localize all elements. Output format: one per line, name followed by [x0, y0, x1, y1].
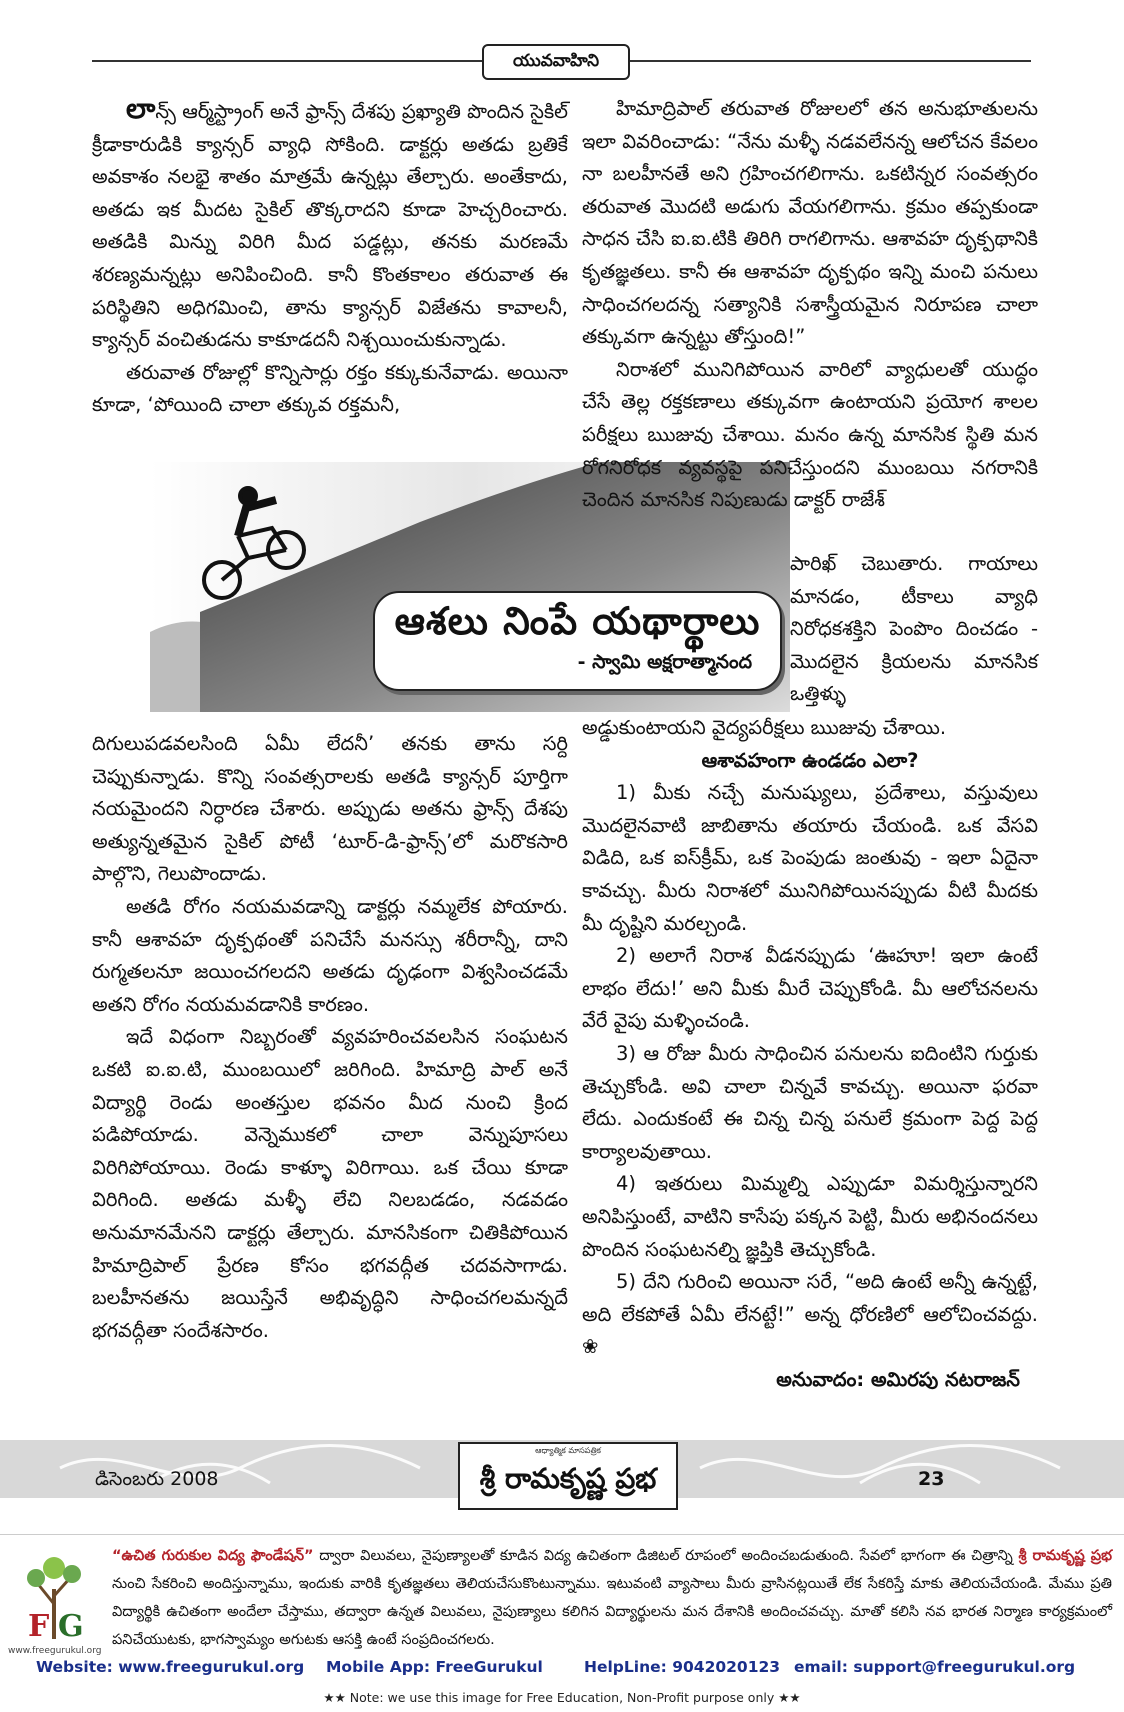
paragraph-text: న్స్ ఆర్మ్‌స్ట్రాంగ్ అనే ఫ్రాన్స్ దేశపు ప్రఖ్యాతి పొందిన సైకిల్ క్రీడాకారుడికి క్యాన్సర్ వ్యాధి సోకింది. డాక్టర్లు అతడు బ్రతికే అవకాశం నలభై శాతం మాత్రమే ఉన్నట్లు తేల్చారు. అంతేకాదు, అతడు ఇక మీదట సైకిల్ తొక్కరాదని కూడా హెచ్చరించారు. అతడికి మిన్ను విరిగి మీద పడ్డట్లు, తనకు మరణమే శరణ్యమన్నట్లు అనిపించింది. కానీ కొంతకాలం తరువాత ఈ పరిస్థితిని అధిగమించి, తాను క్యాన్సర్ విజేతను కావాలనీ, క్యాన్సర్ వంచితుడను కాకూడదనీ నిశ్చయించుకున్నాడు.: [92, 100, 568, 352]
right-column-wrap: [790, 548, 1038, 711]
freegurukul-logo-icon: [18, 1544, 90, 1644]
drop-cap: లా: [126, 92, 156, 125]
article-title: ఆశలు నింపే యథార్థాలు: [394, 599, 761, 643]
usage-note: ★★ Note: we use this image for Free Education, Non-Profit purpose only ★★: [323, 1690, 801, 1705]
paragraph: నిరాశలో మునిగిపోయిన వారిలో వ్యాధులతో యుద్ధం చేసే తెల్ల రక్తకణాలు తక్కువగా ఉంటాయని ప్రయోగ శాలల పరీక్షలు ఋజువు చేశాయి. మనం ఉన్న మానసిక స్థితి మన రోగనిరోధక వ్యవస్థపై పనిచేస్తుందని ముంబయి నగరానికి చెందిన మానసిక నిపుణుడు డాక్టర్ రాజేశ్: [582, 357, 1038, 512]
magazine-masthead: [458, 1442, 678, 1510]
tip-item: 2) అలాగే నిరాశ వీడనప్పుడు ‘ఊహూ! ఇలా ఉంటే లాభం లేదు!’ అని మీకు మీరే చెప్పుకోండి. మీ ఆలోచనలను వేరే వైపు మళ్ళించండి.: [582, 944, 1038, 1033]
paragraph: హిమాద్రిపాల్ తరువాత రోజులలో తన అనుభూతులను ఇలా వివరించాడు: “నేను మళ్ళీ నడవలేనన్న ఆలోచన కేవలం నా బలహీనతే అని గ్రహించగలిగాను. ఒకటిన్నర సంవత్సరం తరువాత మొదటి అడుగు వేయగలిగాను. క్రమం తప్పకుండా సాధన చేసి ఐ.ఐ.టికి తిరిగి రాగలిగాను. ఆశావహ దృక్పథానికి కృతజ్ఞతలు. కానీ ఈ ఆశావహ దృక్పథం ఇన్ని మంచి పనులు సాధించగలదన్న సత్యానికి సశాస్త్రీయమైన నిరూపణ చాలా తక్కువగా ఉన్నట్టు తోస్తుంది!”: [582, 97, 1038, 349]
notice-text: ద్వారా విలువలు, నైపుణ్యాలతో కూడిన విద్య ఉచితంగా డిజిటల్ రూపంలో అందించబడుతుంది. సేవలో భాగంగా ఈ చిత్రాన్ని: [313, 1548, 1019, 1564]
paragraph: అతడి రోగం నయమవడాన్ని డాక్టర్లు నమ్మలేక పోయారు. కానీ ఆశావహ దృక్పథంతో పనిచేసే మనస్సు శరీరాన్నీ, దాని రుగ్మతలనూ జయించగలదని అతడు దృఢంగా విశ్వసించడమే అతని రోగం నయమవడానికి కారణం.: [92, 894, 568, 1016]
paragraph: అడ్డుకుంటాయని వైద్యపరీక్షలు ఋజువు చేశాయి.: [582, 716, 947, 739]
tip-item: 3) ఆ రోజు మీరు సాధించిన పనులను ఐదింటిని గుర్తుకు తెచ్చుకోండి. అవి చాలా చిన్నవే కావచ్చు. అయినా ఫరవా లేదు. ఎందుకంటే ఈ చిన్న చిన్న పనులే క్రమంగా పెద్ద పెద్ద కార్యాలవుతాయి.: [582, 1041, 1038, 1163]
subheading: ఆశావహంగా ఉండడం ఎలా?: [701, 748, 919, 772]
article-author: - స్వామి అక్షరాత్మానంద: [577, 651, 752, 673]
website-link[interactable]: Website: www.freegurukul.org: [36, 1658, 305, 1676]
paragraph: పారిఖ్ చెబుతారు. గాయాలు మానడం, టీకాలు వ్యాధి నిరోధకశక్తిని పెంపొం దించడం - మొదలైన క్రియలను మానసిక ఒత్తిళ్ళు: [790, 552, 1038, 706]
logo-website: www.freegurukul.org: [8, 1646, 102, 1656]
tip-item: 5) దేని గురించి అయినా సరే, “అది ఉంటే అన్నీ ఉన్నట్టే, అది లేకపోతే ఏమీ లేనట్టే!” అన్న ధోరణిలో ఆలోచించవద్దు. ❀: [582, 1270, 1038, 1359]
paragraph: దిగులుపడవలసింది ఏమీ లేదనీ’ తనకు తాను సర్ది చెప్పుకున్నాడు. కొన్ని సంవత్సరాలకు అతడి క్యాన్సర్ పూర్తిగా నయమైందని నిర్ధారణ చేశారు. అప్పుడు అతను ఫ్రాన్స్ దేశపు అత్యున్నతమైన సైకిల్ పోటీ ‘టూర్-డి-ఫ్రాన్స్’లో మరొకసారి పాల్గొని, గెలుపొందాడు.: [92, 732, 568, 886]
tip-item: 4) ఇతరులు మిమ్మల్ని ఎప్పుడూ విమర్శిస్తున్నారని అనిపిస్తుంటే, వాటిని కాసేపు పక్కన పెట్టి, మీరు అభినందనలు పొందిన సంఘటనల్ని జ్ఞప్తికి తెచ్చుకోండి.: [582, 1172, 1038, 1261]
notice-text: నుంచి సేకరించి అందిస్తున్నాము, ఇందుకు వారికి కృతజ్ఞతలు తెలియచేసుకొంటున్నాము. ఇటువంటి వ్యాసాలు మీరు వ్రాసినట్లయితే లేక సేకరిస్తే మాకు తెలియచేయండి. మేము ప్రతి విద్యార్థికి ఉచితంగా అందేలా చేస్తాము, తద్వారా ఉన్నత విలువలు, నైపుణ్యాలు కలిగిన విద్యార్థులను మన దేశానికి అందించవచ్చు. మాతో కలిసి నవ భారత నిర్మాణ కార్యక్రమంలో పనిచేయుటకు, భాగస్వామ్యం అగుటకు ఆసక్తి ఉంటే సంప్రదించగలరు.: [112, 1576, 1112, 1648]
source-name: శ్రీ రామకృష్ణ ప్రభ: [1018, 1548, 1112, 1564]
right-column-top: [582, 93, 1038, 517]
left-column-bottom: [92, 728, 568, 1347]
magazine-name: శ్రీ రామకృష్ణ ప్రభ: [479, 1462, 657, 1495]
right-column-bottom: [582, 712, 1038, 1396]
magazine-subtitle: ఆధ్యాత్మిక మాసపత్రిక: [535, 1446, 601, 1455]
article-title-box: [373, 591, 782, 691]
divider: [0, 1534, 1124, 1535]
paragraph: ఇదే విధంగా నిబ్బరంతో వ్యవహరించవలసిన సంఘటన ఒకటి ఐ.ఐ.టి, ముంబయిలో జరిగింది. హిమాద్రి పాల్ అనే విద్యార్థి రెండు అంతస్తుల భవనం మీద నుంచి క్రింద పడిపోయాడు. వెన్నెముకలో చాలా వెన్నుపూసలు విరిగిపోయాయి. రెండు కాళ్ళూ విరిగాయి. ఒక చేయి కూడా విరిగింది. అతడు మళ్ళీ లేచి నిలబడడం, నడవడం అనుమానమేనని డాక్టర్లు తేల్చారు. మానసికంగా చితికిపోయిన హిమాద్రిపాల్ ప్రేరణ కోసం భగవద్గీత చదవసాగాడు. బలహీనతను జయిస్తేనే అభివృద్ధిని సాధించగలమన్నదే భగవద్గీతా సందేశసారం.: [92, 1025, 568, 1342]
helpline-link[interactable]: HelpLine: 9042020123: [584, 1658, 781, 1676]
issue-date: డిసెంబరు 2008: [95, 1468, 219, 1490]
paragraph: తరువాత రోజుల్లో కొన్నిసార్లు రక్తం కక్కుకునేవాడు. అయినా కూడా, ‘పోయింది చాలా తక్కువ రక్తమనీ,: [92, 360, 568, 417]
foundation-notice: [112, 1542, 1112, 1654]
section-tag: యువవాహిని: [482, 44, 630, 80]
translator-credit: అనువాదం: అమిరపు నటరాజన్: [776, 1367, 1020, 1391]
svg-text:G: G: [58, 1609, 84, 1644]
left-column-top: [92, 93, 568, 422]
tip-item: 1) మీకు నచ్చే మనుష్యులు, ప్రదేశాలు, వస్తువులు మొదలైనవాటి జాబితాను తయారు చేయండి. ఒక వేసవి విడిది, ఒక ఐస్‌క్రీమ్, ఒక పెంపుడు జంతువు - ఇలా ఏదైనా కావచ్చు. మీరు నిరాశలో మునిగిపోయినప్పుడు వీటి మీదకు మీ దృష్టిని మరల్చండి.: [582, 781, 1038, 935]
paragraph: [92, 93, 568, 357]
mobile-app-link[interactable]: Mobile App: FreeGurukul: [326, 1658, 543, 1676]
page-number: 23: [918, 1468, 945, 1490]
svg-text:F: F: [28, 1609, 50, 1644]
email-link[interactable]: email: support@freegurukul.org: [794, 1658, 1076, 1676]
foundation-name: “ఉచిత గురుకుల విద్య ఫౌండేషన్”: [112, 1548, 314, 1564]
